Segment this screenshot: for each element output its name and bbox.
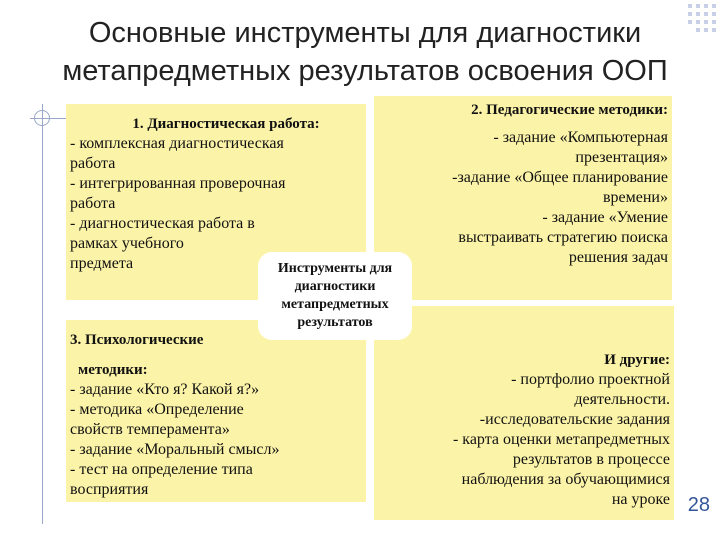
list-item: - задание «Умение bbox=[542, 209, 668, 226]
quadrant-pedagogical-methods bbox=[374, 96, 672, 300]
quadrant-heading: 2. Педагогические методики: bbox=[471, 102, 668, 118]
decorative-crosshair-circle bbox=[34, 110, 50, 126]
list-item: на уроке bbox=[611, 491, 670, 508]
slide-title: Основные инструменты для диагностики метапредметных результатов освоения ООП bbox=[62, 17, 668, 87]
list-item: рамках учебного bbox=[70, 235, 184, 252]
list-item: решения задач bbox=[568, 249, 668, 266]
quadrant-heading: 3. Психологические bbox=[70, 332, 204, 348]
list-item: презентация» bbox=[575, 149, 668, 166]
list-item: - методика «Определение bbox=[70, 401, 244, 418]
quadrant-heading-continued: методики: bbox=[78, 362, 148, 378]
list-item: работа bbox=[70, 155, 116, 172]
list-item: - задание «Кто я? Какой я?» bbox=[70, 381, 260, 398]
list-item: - комплексная диагностическая bbox=[70, 135, 284, 152]
quadrant-psychological-methods bbox=[66, 320, 366, 502]
list-item: - задание «Компьютерная bbox=[493, 129, 668, 146]
list-item: наблюдения за обучающимися bbox=[461, 471, 670, 488]
list-item: деятельности. bbox=[574, 391, 670, 408]
list-item: -задание «Общее планирование bbox=[452, 169, 668, 186]
list-item: результатов в процессе bbox=[512, 451, 670, 468]
list-item: - интегрированная проверочная bbox=[70, 175, 286, 192]
list-item: работа bbox=[70, 195, 116, 212]
quadrant-heading: 1. Диагностическая работа: bbox=[132, 116, 320, 132]
list-item: - задание «Моральный смысл» bbox=[70, 441, 280, 458]
list-item: времени» bbox=[602, 189, 668, 206]
center-label: Инструменты для диагностики метапредметных результатов bbox=[258, 252, 412, 340]
list-item: - карта оценки метапредметных bbox=[452, 431, 670, 448]
list-item: - портфолио проектной bbox=[511, 371, 670, 388]
list-item: восприятия bbox=[70, 481, 149, 498]
list-item: - тест на определение типа bbox=[70, 461, 253, 478]
quadrant-heading: И другие: bbox=[604, 352, 670, 368]
list-item: выстраивать стратегию поиска bbox=[458, 229, 668, 246]
list-item: предмета bbox=[70, 255, 134, 272]
list-item: -исследовательские задания bbox=[479, 411, 670, 428]
list-item: - диагностическая работа в bbox=[70, 215, 255, 232]
page-number: 28 bbox=[687, 494, 710, 516]
list-item: свойств темперамента» bbox=[70, 421, 230, 438]
quadrant-others bbox=[374, 306, 674, 520]
decorative-vertical-line bbox=[42, 104, 43, 524]
